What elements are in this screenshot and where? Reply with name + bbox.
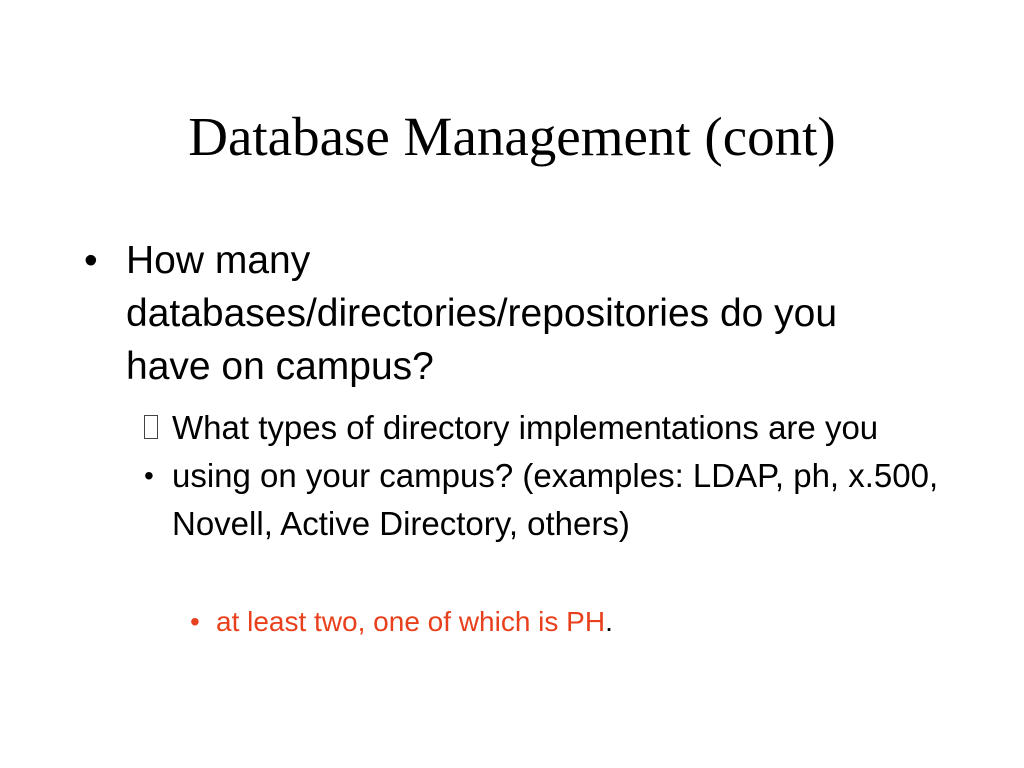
bullet-text: How many databases/directories/repositories do you have on campus? [126, 239, 838, 388]
bullet-mark: • [84, 239, 98, 282]
sub-bullet-directory-types [144, 404, 964, 548]
answer-period: . [605, 606, 613, 637]
answer-bullet [190, 602, 890, 642]
answer-text-line [216, 602, 890, 642]
slide-title: Database Management (cont) [188, 106, 836, 167]
sub-bullet-dot: • [144, 460, 154, 491]
sub-bullet-text: What types of directory implementations are you using on your campus? (examples: LDAP, ph, x.500, Novell, Active Directory, others) [172, 409, 939, 542]
missing-glyph-box-icon [144, 415, 158, 439]
answer-bullet-mark: • [190, 606, 200, 637]
sub-bullet-mark [144, 404, 164, 500]
bullet-question-count [84, 234, 904, 393]
answer-text: at least two, one of which is PH [216, 606, 606, 637]
